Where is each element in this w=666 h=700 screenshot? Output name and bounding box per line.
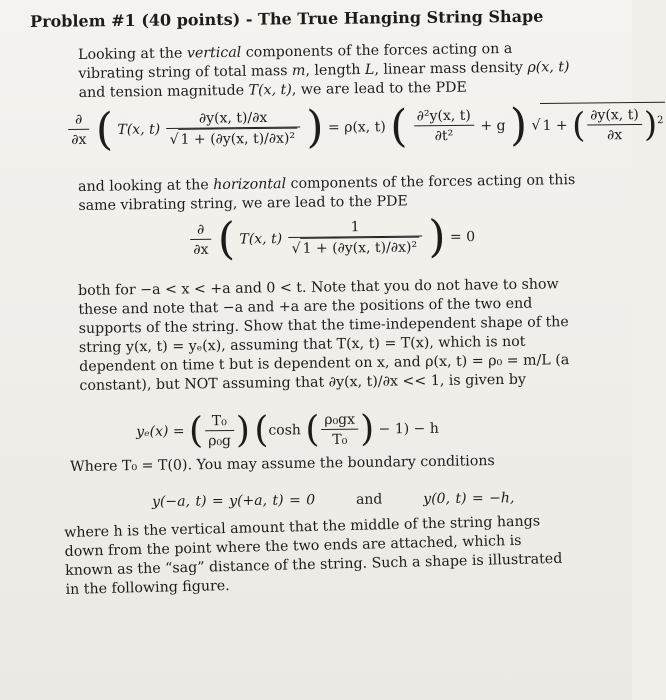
fraction-numerator: 1 bbox=[288, 218, 422, 238]
equation-boundary-conditions bbox=[152, 490, 514, 510]
boundary-ends: y(−a, t) = y(+a, t) = 0 bbox=[152, 492, 316, 510]
emphasis-vertical: vertical bbox=[186, 44, 242, 62]
var-m: m bbox=[291, 62, 306, 80]
slope-den: ∂x bbox=[607, 126, 623, 143]
exponent-2: 2 bbox=[657, 115, 664, 127]
partial-x: ∂x bbox=[71, 131, 87, 148]
text-span: components of the forces acting on this same vibrating string, we are lead to the PDE bbox=[78, 172, 576, 214]
var-L: L bbox=[364, 61, 375, 78]
equation-horizontal-pde: $\frac{\partial}{\partial x}$ ( T(x, t) $\frac{1}{\text{√ 1 + (∂y(x, t)/∂x)²}}$ ) = 0 bbox=[188, 215, 475, 262]
plus-g: + g bbox=[480, 117, 506, 135]
equals-zero: = 0 bbox=[449, 228, 476, 246]
right-paren: ) bbox=[428, 211, 446, 263]
text-span: Looking at the bbox=[78, 45, 188, 63]
slope-num: ∂y(x, t) bbox=[587, 105, 642, 125]
rho0gx-num: ρ₀gx bbox=[321, 410, 358, 429]
fraction-numerator: ∂y(x, t)/∂x bbox=[166, 108, 300, 128]
fraction-denominator: 1 + (∂y(x, t)/∂x)² bbox=[300, 237, 419, 259]
left-paren: ( bbox=[95, 104, 114, 156]
var-T: T(x, t) bbox=[248, 82, 292, 99]
t0-den: T₀ bbox=[332, 431, 348, 448]
paragraph-boundary: Where T₀ = T(0). You may assume the boundary conditions bbox=[70, 453, 495, 475]
emphasis-horizontal: horizontal bbox=[213, 176, 287, 194]
one-plus: 1 + bbox=[542, 117, 568, 135]
shape-tail: − 1) − h bbox=[378, 420, 439, 438]
equation-shape: yₑ(x) = ( $\frac{\text{T₀}}{\text{ρ₀g}}$ ) (cosh ( $\frac{\text{ρ₀gx}}{\text{T₀}}$ ) − 1) − h bbox=[136, 408, 439, 452]
text-span: and looking at the bbox=[78, 177, 214, 195]
left-paren: ( bbox=[217, 213, 236, 265]
rho0g-den: ρ₀g bbox=[208, 432, 232, 449]
text-span: , we are lead to the PDE bbox=[291, 79, 467, 99]
right-paren: ) bbox=[306, 101, 324, 153]
tension-term: T(x, t) bbox=[239, 231, 283, 248]
equation-vertical-pde: $\frac{\partial}{\partial x}$ ( T(x, t) $\frac{\partial y(x, t)/\partial x}{\text{√ 1 + (∂y(x, t)/∂x)²}}$ ) = ρ(x, t) ( $\frac{\text{∂²y(x, t)}}{\text{∂t²}}$ + g ) √ 1 + ( $\frac{\partial y(x, t)}{\partial x}$ )$^2$ bbox=[66, 102, 666, 153]
partial-x: ∂x bbox=[193, 241, 209, 258]
cosh-function: cosh bbox=[268, 422, 301, 439]
and-word: and bbox=[355, 491, 383, 508]
left-paren: ( bbox=[389, 100, 408, 153]
equals-rho: = ρ(x, t) bbox=[327, 119, 386, 136]
partial-symbol: ∂ bbox=[68, 111, 89, 130]
partial-symbol: ∂ bbox=[190, 220, 211, 239]
boundary-middle: y(0, t) = −h, bbox=[423, 490, 515, 508]
second-derivative-num: ∂²y(x, t) bbox=[414, 107, 474, 127]
tension-term: T(x, t) bbox=[117, 121, 161, 138]
paragraph-vertical bbox=[78, 39, 579, 103]
t0-num: T₀ bbox=[205, 411, 234, 430]
text-span: , linear mass density bbox=[374, 59, 528, 78]
var-rho: ρ(x, t) bbox=[527, 59, 570, 76]
second-derivative-den: ∂t² bbox=[434, 127, 454, 145]
fraction-denominator: 1 + (∂y(x, t)/∂x)² bbox=[179, 127, 298, 149]
paragraph-sag: where h is the vertical amount that the middle of the string hangs down from the point where the two ends are attached, which is known as the “sag” distance of the string. Such a shape is illustrated in the following figure. bbox=[64, 513, 563, 598]
text-span: and tension magnitude bbox=[78, 82, 249, 101]
right-paren: ) bbox=[509, 99, 528, 151]
shape-lhs: yₑ(x) = bbox=[136, 423, 185, 440]
paragraph-conditions: both for −a < x < +a and 0 < t. Note that you do not have to show these and note that −a and +a are the positions of the two end supports of the string. Show that the time-independent shape of the string y(x, t) = yₑ(x), assuming that T(x, t) = T(x), which is not dependent on time t but is dependent on x, and ρ(x, t) = ρ₀ = m/L (a constant), but NOT assuming that ∂y(x, t)/∂x << 1, is given by bbox=[78, 276, 570, 394]
paragraph-horizontal bbox=[78, 171, 578, 216]
text-span: components of the forces acting on a vibrating string of total mass bbox=[78, 40, 513, 82]
text-span: , length bbox=[305, 61, 366, 79]
problem-title: Problem #1 (40 points) - The True Hanging String Shape bbox=[30, 6, 544, 31]
